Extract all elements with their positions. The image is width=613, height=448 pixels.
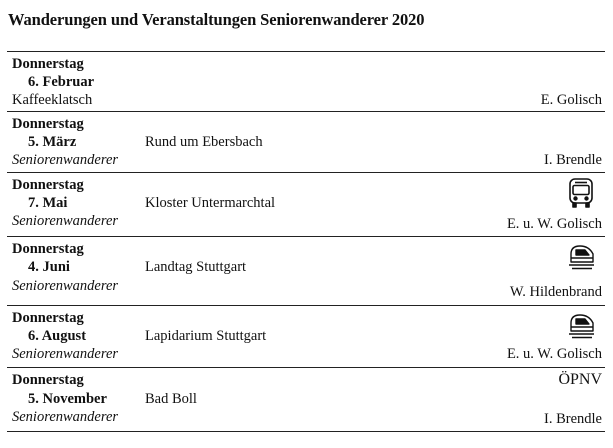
event-destination: Kloster Untermarchtal bbox=[145, 195, 276, 211]
event-group: Seniorenwanderer bbox=[12, 213, 119, 229]
train-icon bbox=[567, 310, 595, 342]
event-destination: Lapidarium Stuttgart bbox=[145, 328, 267, 344]
event-destination: Rund um Ebersbach bbox=[145, 134, 263, 150]
page-title: Wanderungen und Veranstaltungen Seniorenwanderer 2020 bbox=[8, 10, 425, 29]
event-leader: I. Brendle bbox=[544, 411, 602, 427]
transport-label: ÖPNV bbox=[558, 371, 602, 388]
event-group: Seniorenwanderer bbox=[12, 152, 119, 168]
event-date: 6. Februar bbox=[28, 74, 95, 90]
event-group: Seniorenwanderer bbox=[12, 346, 119, 362]
event-leader: E. Golisch bbox=[540, 92, 602, 108]
event-group: Kaffeeklatsch bbox=[12, 92, 93, 108]
event-row bbox=[7, 172, 605, 236]
event-weekday: Donnerstag bbox=[12, 241, 84, 257]
event-weekday: Donnerstag bbox=[12, 177, 84, 193]
event-group: Seniorenwanderer bbox=[12, 278, 119, 294]
event-leader: I. Brendle bbox=[544, 152, 602, 168]
event-destination: Bad Boll bbox=[145, 391, 197, 407]
event-row bbox=[7, 111, 605, 172]
event-date: 5. November bbox=[28, 391, 107, 407]
event-date: 4. Juni bbox=[28, 259, 70, 275]
event-weekday: Donnerstag bbox=[12, 310, 84, 326]
event-destination: Landtag Stuttgart bbox=[145, 259, 247, 275]
train-icon bbox=[567, 241, 595, 273]
event-weekday: Donnerstag bbox=[12, 372, 84, 388]
event-row bbox=[7, 236, 605, 305]
events-list bbox=[7, 51, 605, 432]
event-leader: E. u. W. Golisch bbox=[506, 216, 602, 232]
event-row bbox=[7, 51, 605, 111]
event-date: 7. Mai bbox=[28, 195, 68, 211]
event-weekday: Donnerstag bbox=[12, 116, 84, 132]
event-row bbox=[7, 305, 605, 367]
event-weekday: Donnerstag bbox=[12, 56, 84, 72]
bus-icon bbox=[567, 177, 595, 209]
event-row bbox=[7, 367, 605, 432]
event-leader: E. u. W. Golisch bbox=[506, 346, 602, 362]
event-date: 5. März bbox=[28, 134, 77, 150]
event-date: 6. August bbox=[28, 328, 87, 344]
event-group: Seniorenwanderer bbox=[12, 409, 119, 425]
event-leader: W. Hildenbrand bbox=[509, 284, 602, 300]
